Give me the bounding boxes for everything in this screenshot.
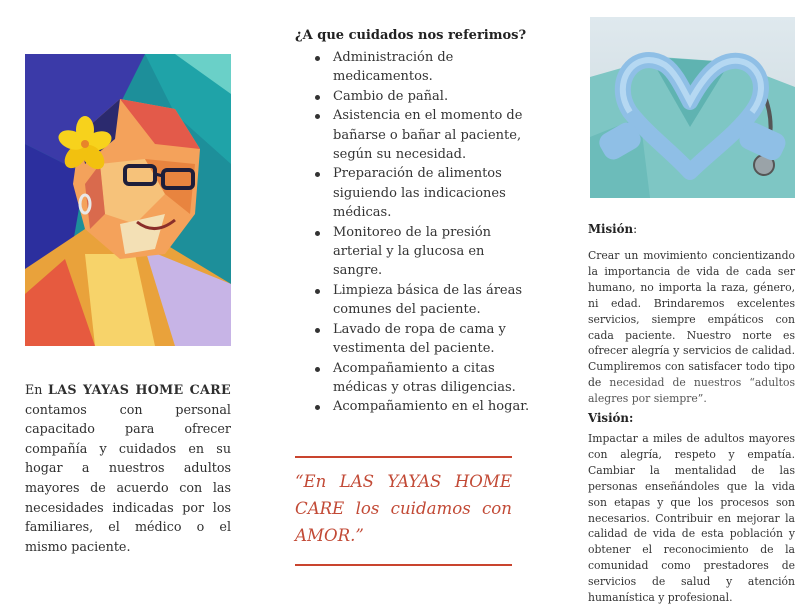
tagline-quote: “En LAS YAYAS HOME CARE los cuidamos con AMOR.” [295,472,512,545]
list-item: Administración de medicamentos. [295,48,535,87]
vision-title: Visión: [588,411,634,425]
list-item: Limpieza básica de las áreas comunes del paciente. [295,281,535,320]
list-item: Monitoreo de la presión arterial y la glucosa en sangre. [295,223,535,281]
list-item: Lavado de ropa de cama y vestimenta del paciente. [295,320,535,359]
middle-panel [270,0,555,595]
mission-title-text: Misión [588,222,634,236]
vision-body: Impactar a miles de adultos mayores con alegría, respeto y empatía. Cambiar la mentalidad de las personas enseñándoles que la vida son etapas y que los procesos son necesarios. Contribuir en mejorar la calidad de vida de esta población y obtener el reconocimiento de la comunidad como prestadores de servicios de salud y atención humanística y profesional. [588,432,795,605]
intro-paragraph [25,380,231,556]
mission-body [588,248,795,407]
list-item: Cambio de pañal. [295,87,535,106]
mission-body-main: Crear un movimiento concientizando la importancia de vida de cada ser humano, no importa la raza, género, ni edad. Brindaremos excelentes servicios, siempre empáticos con cada paciente. Nuestro norte es ofrecer alegría y servicios de calidad. Cumpliremos con satisfacer todo tipo de [588,249,795,390]
quote-top-divider [295,456,512,458]
brand-name: LAS YAYAS HOME CARE [47,382,231,397]
care-list [295,48,535,417]
intro-body: contamos con personal capacitado para ofrecer compañía y cuidados en su hogar a nuestros adultos mayores de acuerdo con las necesidades indicadas por los familiares, el médico o el mismo paciente. [25,401,231,554]
left-panel [0,0,270,595]
elderly-woman-portrait-image [25,54,231,346]
mission-title-colon: : [633,222,638,236]
mission-title [588,222,637,236]
list-item: Acompañamiento a citas médicas y otras diligencias. [295,359,535,398]
mission-body-tail: necesidad de nuestros “adultos alegres por siempre”. [588,376,795,406]
list-item: Asistencia en el momento de bañarse o bañar al paciente, según su necesidad. [295,106,535,164]
right-panel [555,0,812,605]
list-item: Preparación de alimentos siguiendo las indicaciones médicas. [295,164,535,222]
intro-prefix: En [25,382,43,397]
care-list-title: ¿A que cuidados nos referimos? [295,28,527,43]
quote-bottom-divider [295,564,512,566]
gloved-hands-heart-image [590,17,795,198]
list-item: Acompañamiento en el hogar. [295,397,535,416]
